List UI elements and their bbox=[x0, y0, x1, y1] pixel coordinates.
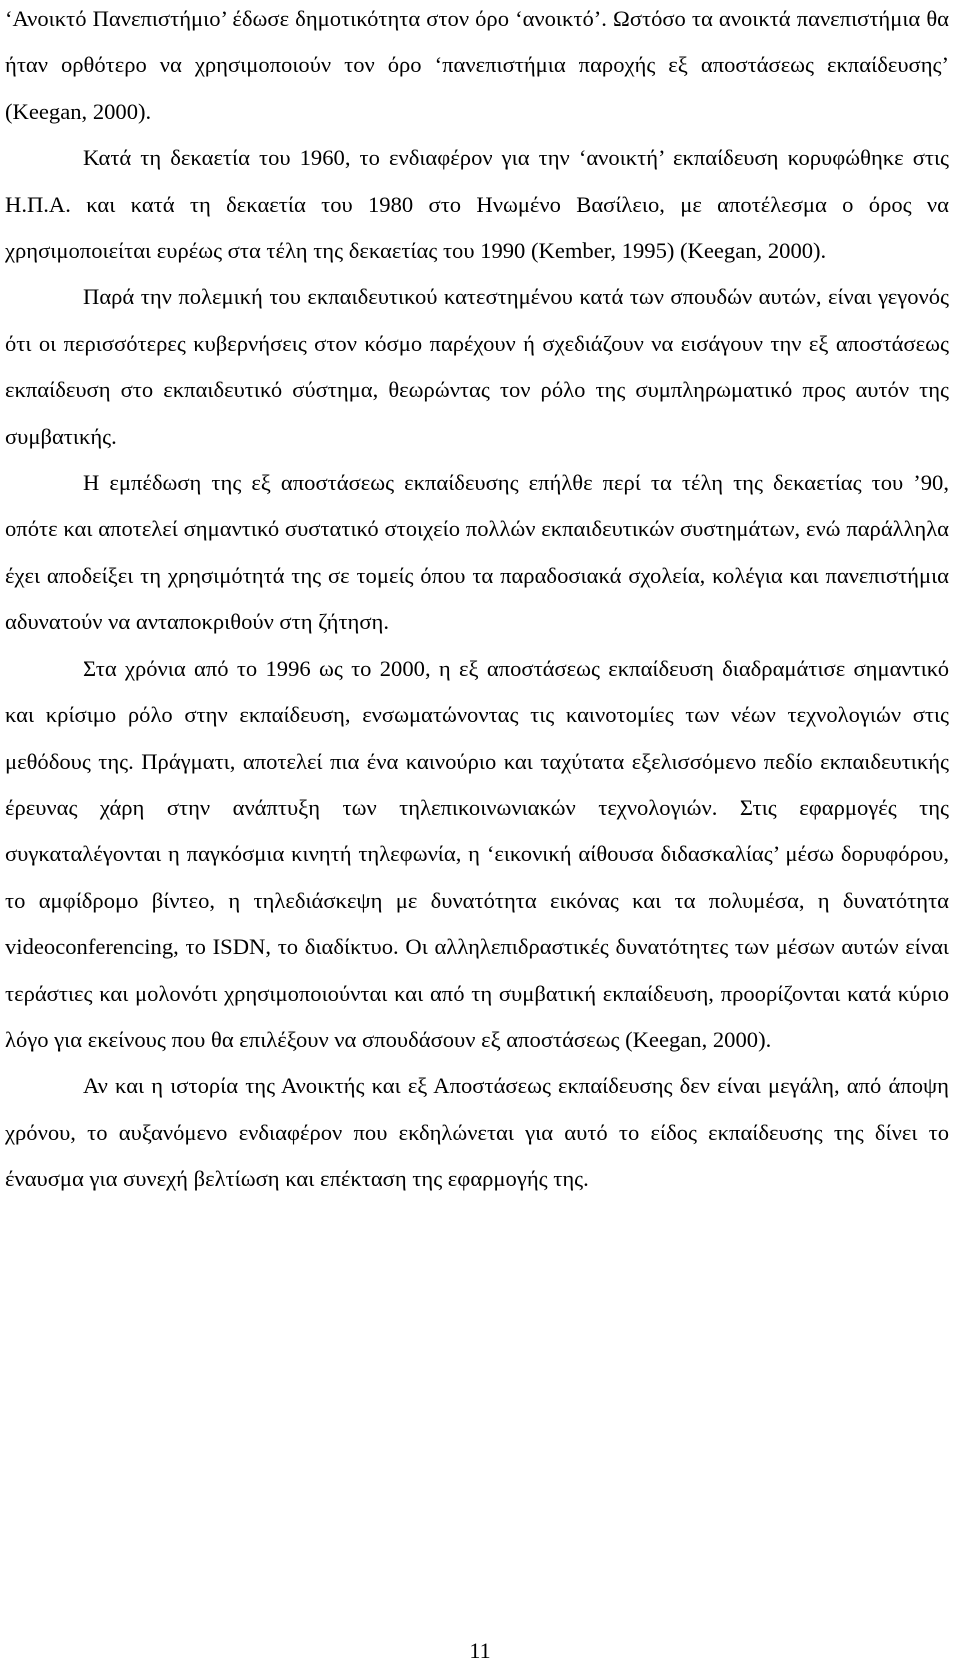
paragraph-governments-adoption: Παρά την πολεμική του εκπαιδευτικού κατεστημένου κατά των σπουδών αυτών, είναι γεγονός ότι οι περισσότερες κυβερνήσεις στον κόσμο παρέχουν ή σχεδιάζουν να εισάγουν την εξ αποστάσεως εκπαίδευση στο εκπαιδευτικό σύστημα, θεωρώντας τον ρόλο της συμπληρωματικό προς αυτόν της συμβατικής. bbox=[5, 284, 949, 449]
page-number: 11 bbox=[469, 1638, 491, 1663]
paragraph-history-growth: Αν και η ιστορία της Ανοικτής και εξ Αποστάσεως εκπαίδευσης δεν είναι μεγάλη, από άποψη χρόνου, το αυξανόμενο ενδιαφέρον που εκδηλώνεται για αυτό το είδος εκπαίδευσης της δίνει το έναυσμα για συνεχή βελτίωση και επέκταση της εφαρμογής της. bbox=[5, 1073, 949, 1192]
paragraph-1960s-interest: Κατά τη δεκαετία του 1960, το ενδιαφέρον για την ‘ανοικτή’ εκπαίδευση κορυφώθηκε στις Η.Π.Α. και κατά τη δεκαετία του 1980 στο Ηνωμένο Βασίλειο, με αποτέλεσμα ο όρος να χρησιμοποιείται ευρέως στα τέλη της δεκαετίας του 1990 (Kember, 1995) (Keegan, 2000). bbox=[5, 145, 949, 264]
paragraph-establishment-90s: Η εμπέδωση της εξ αποστάσεως εκπαίδευσης επήλθε περί τα τέλη της δεκαετίας του ’90, οπότε και αποτελεί σημαντικό συστατικό στοιχείο πολλών εκπαιδευτικών συστημάτων, ενώ παράλληλα έχει αποδείξει τη χρησιμότητά της σε τομείς όπου τα παραδοσιακά σχολεία, κολέγια και πανεπιστήμια αδυνατούν να ανταποκριθούν στη ζήτηση. bbox=[5, 470, 949, 635]
paragraph-open-university-term: ‘Ανοικτό Πανεπιστήμιο’ έδωσε δημοτικότητα στον όρο ‘ανοικτό’. Ωστόσο τα ανοικτά πανεπιστήμια θα ήταν ορθότερο να χρησιμοποιούν τον όρο ‘πανεπιστήμια παροχής εξ αποστάσεως εκπαίδευσης’ (Keegan, 2000). bbox=[5, 6, 949, 124]
paragraph-1996-2000-technologies: Στα χρόνια από το 1996 ως το 2000, η εξ αποστάσεως εκπαίδευση διαδραμάτισε σημαντικό και κρίσιμο ρόλο στην εκπαίδευση, ενσωματώνοντας τις καινοτομίες των νέων τεχνολογιών στις μεθόδους της. Πράγματι, αποτελεί πια ένα καινούριο και ταχύτατα εξελισσόμενο πεδίο εκπαιδευτικής έρευνας χάρη στην ανάπτυξη των τηλεπικοινωνιακών τεχνολογιών. Στις εφαρμογές της συγκαταλέγονται η παγκόσμια κινητή τηλεφωνία, η ‘εικονική αίθουσα διδασκαλίας’ μέσω δορυφόρου, το αμφίδρομο βίντεο, η τηλεδιάσκεψη με δυνατότητα εικόνας και τα πολυμέσα, η δυνατότητα videoconferencing, το ISDN, το διαδίκτυο. Οι αλληλεπιδραστικές δυνατότητες των μέσων αυτών είναι τεράστιες και μολονότι χρησιμοποιούνται και από τη συμβατική εκπαίδευση, προορίζονται κατά κύριο λόγο για εκείνους που θα επιλέξουν να σπουδάσουν εξ αποστάσεως (Keegan, 2000). bbox=[5, 655, 949, 1052]
document-page bbox=[5, 0, 949, 1203]
